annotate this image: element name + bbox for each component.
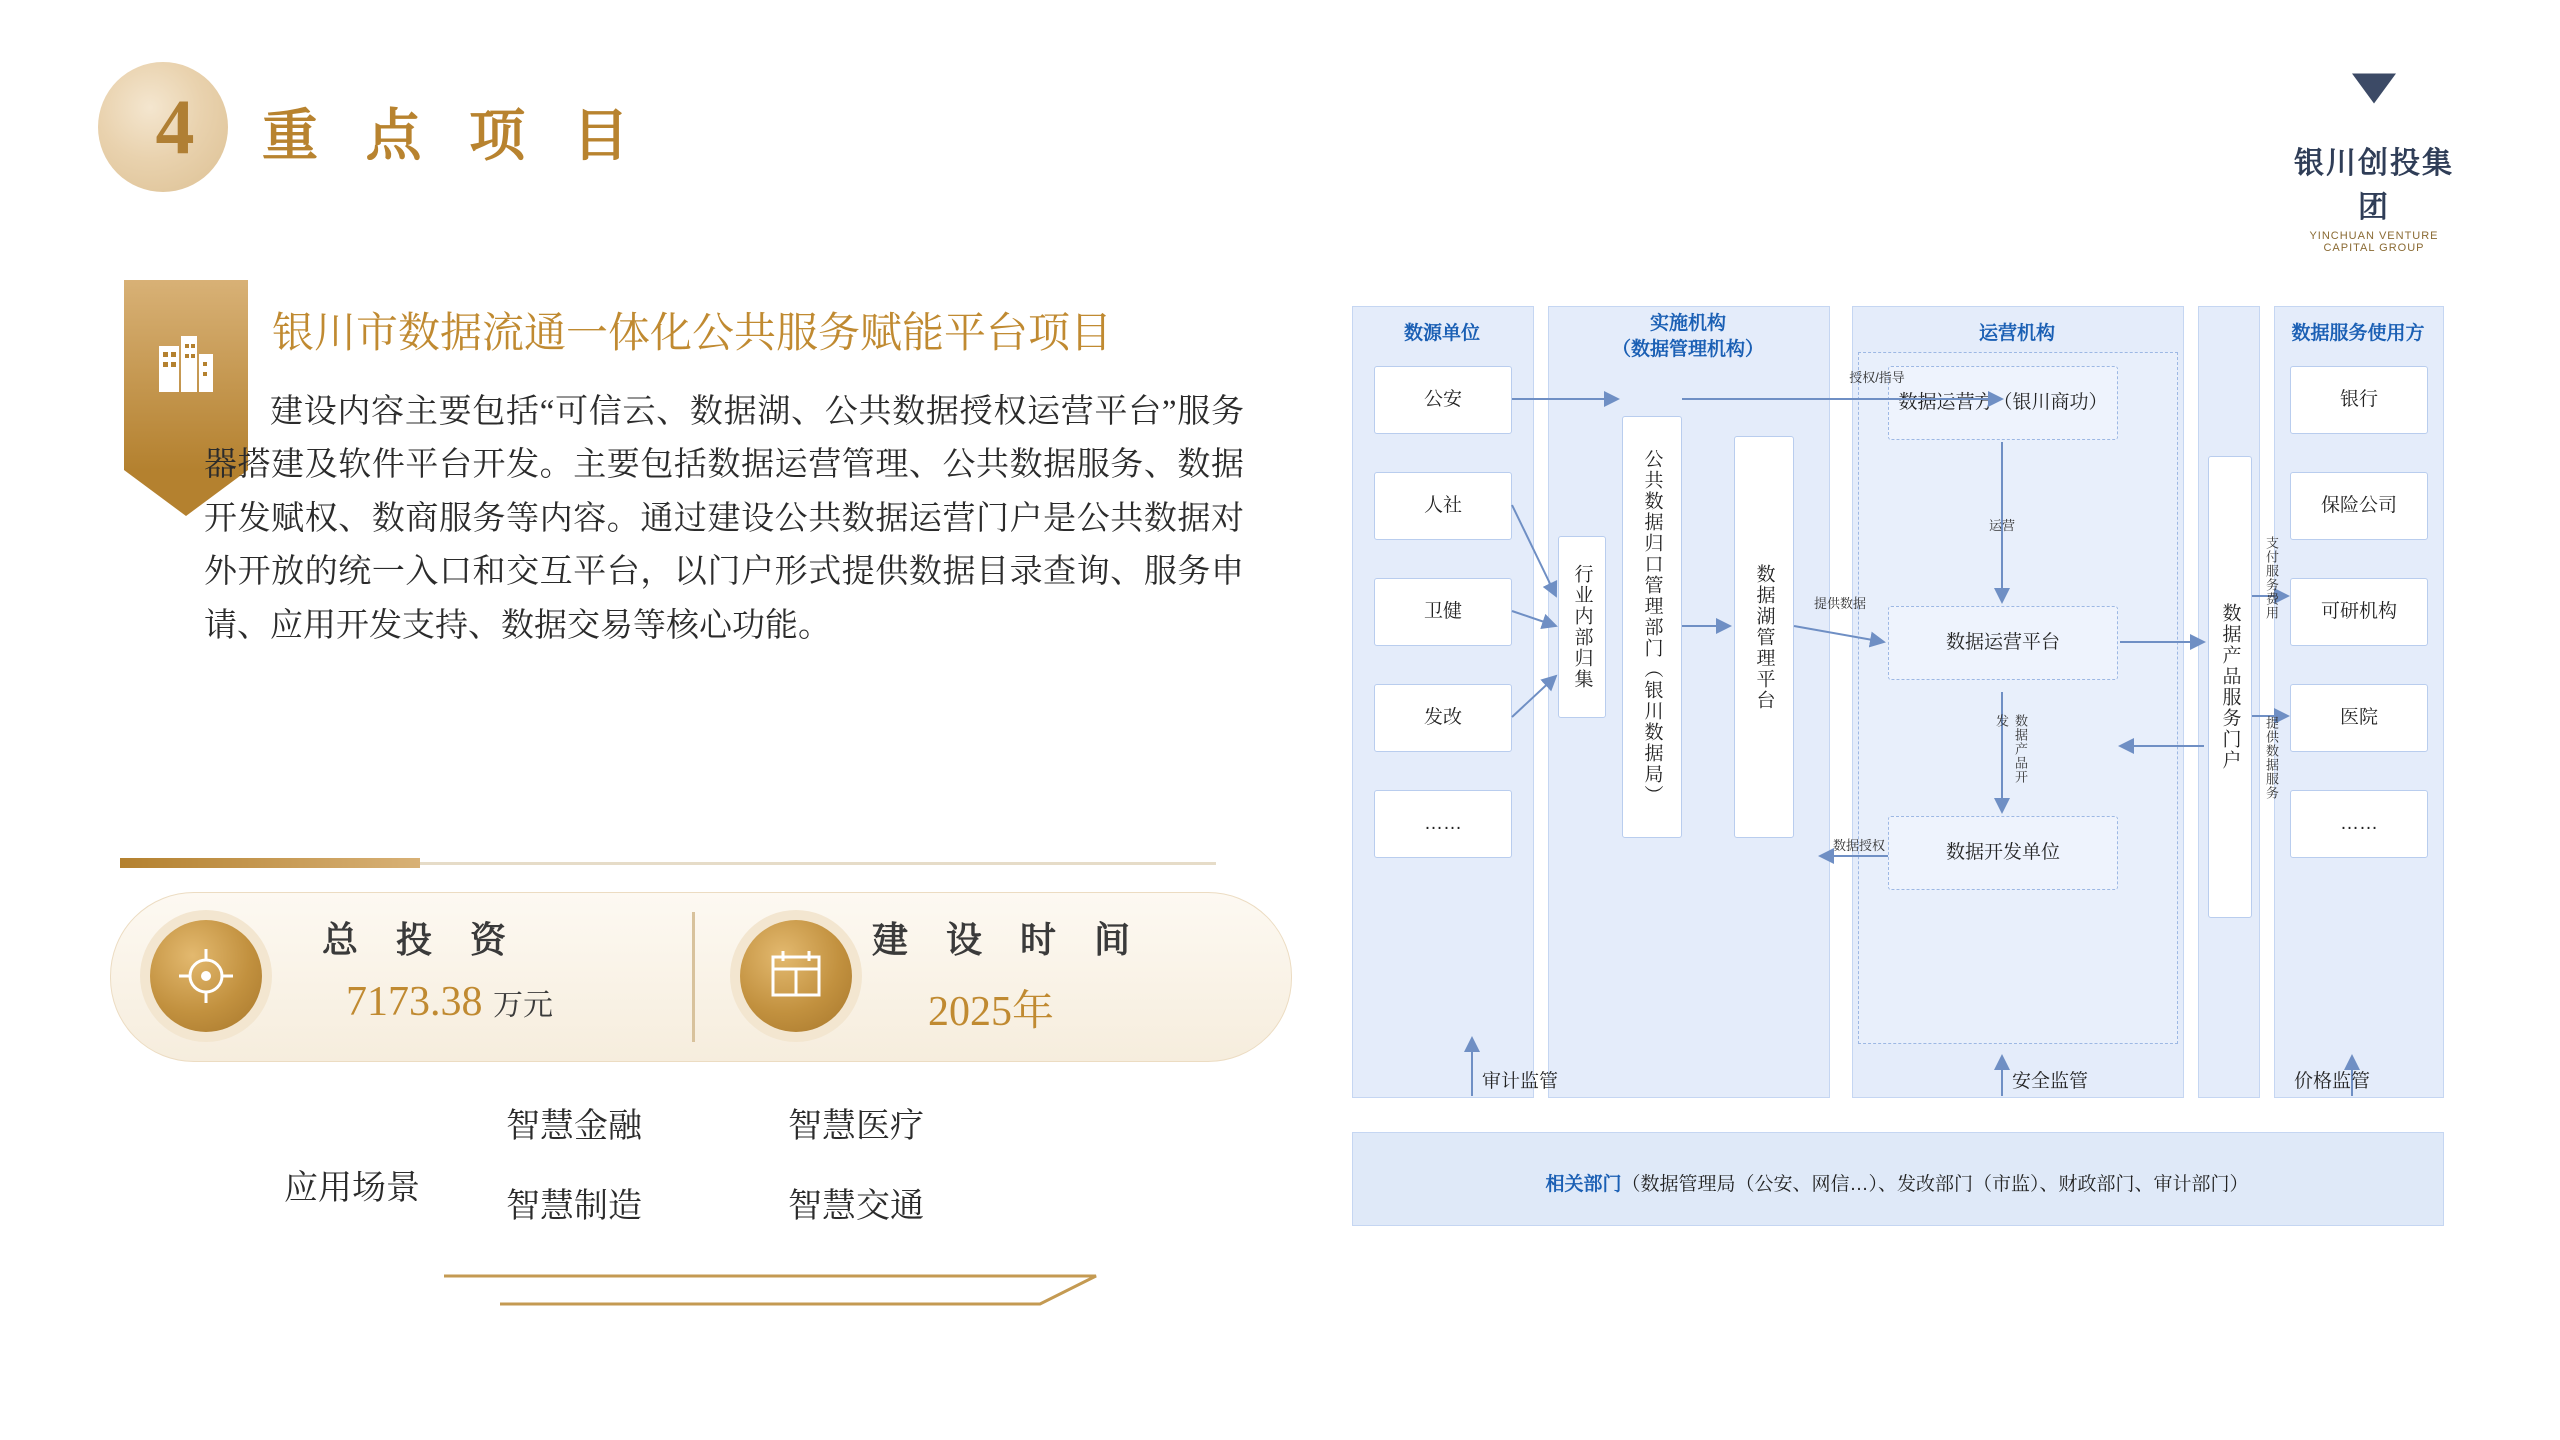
node-source-5: …… (1374, 790, 1512, 858)
column-header-impl: 实施机构 (1649, 313, 1726, 334)
edge-label-pay-fee: 支付服务费用 (2264, 536, 2279, 620)
node-source-3: 卫健 (1374, 578, 1512, 646)
shield-check-icon (2332, 48, 2416, 132)
node-data-product-portal: 数据产品服务门户 (2208, 456, 2252, 918)
section-divider-accent (120, 858, 420, 868)
scenario-item-4: 智慧交通 (788, 1188, 924, 1225)
column-header-impl-sub: （数据管理机构） (1611, 339, 1764, 360)
node-data-operator: 数据运营方（银川商功） (1888, 366, 2118, 440)
node-public-data-dept: 公共数据归口管理部门（银川数据局） (1622, 416, 1682, 838)
stats-separator (692, 912, 695, 1042)
operation-group (1858, 352, 2178, 1044)
diagram-footer-strong: 相关部门 (1545, 1174, 1622, 1195)
target-icon (177, 947, 235, 1005)
column-header-consumer: 数据服务使用方 (2291, 323, 2425, 344)
supervision-price: 价格监管 (2294, 1071, 2371, 1092)
building-icon (157, 332, 215, 394)
total-investment-value (346, 978, 553, 1026)
node-source-1: 公安 (1374, 366, 1512, 434)
edge-label-data-auth: 数据授权 (1832, 838, 1885, 853)
architecture-diagram (1352, 296, 2442, 1226)
section-number: 4 (155, 83, 195, 170)
total-investment-number: 7173.38 (346, 979, 483, 1025)
total-investment-label: 总 投 资 (322, 919, 521, 960)
node-consumer-4: 医院 (2290, 684, 2428, 752)
node-datalake-platform: 数据湖管理平台 (1734, 436, 1794, 838)
node-data-operation-platform: 数据运营平台 (1888, 606, 2118, 680)
scenario-item-1: 智慧金融 (506, 1108, 642, 1145)
build-time-value: 2025年 (928, 989, 1055, 1035)
calendar-icon (768, 948, 824, 1004)
edge-label-provide-data: 提供数据 (1813, 596, 1866, 611)
node-consumer-1: 银行 (2290, 366, 2428, 434)
edge-label-authorize: 授权/指导 (1849, 370, 1905, 385)
scenarios-label: 应用场景 (284, 1170, 420, 1207)
node-industry-collection: 行业内部归集 (1558, 536, 1606, 718)
node-consumer-3: 可研机构 (2290, 578, 2428, 646)
diagram-footer-detail: （数据管理局（公安、网信…）、发改部门（市监）、财政部门、审计部门） (1621, 1174, 2249, 1195)
node-data-developer: 数据开发单位 (1888, 816, 2118, 890)
diagram-footer-text (1352, 1169, 2442, 1196)
node-consumer-2: 保险公司 (2290, 472, 2428, 540)
column-header-source: 数源单位 (1403, 323, 1480, 344)
node-consumer-5: …… (2290, 790, 2428, 858)
scenarios-arrow (440, 1272, 1100, 1308)
logo-subtitle: YINCHUAN VENTURE CAPITAL GROUP (2309, 230, 2439, 254)
build-time-label: 建 设 时 间 (872, 919, 1145, 960)
page-title: 重 点 项 目 (262, 104, 645, 167)
total-investment-unit: 万元 (493, 989, 553, 1022)
scenario-item-3: 智慧制造 (506, 1188, 642, 1225)
project-title: 银川市数据流通一体化公共服务赋能平台项目 (272, 311, 1113, 357)
node-source-4: 发改 (1374, 684, 1512, 752)
build-time-icon (740, 920, 852, 1032)
logo-name: 银川创投集团 (2294, 147, 2454, 224)
edge-label-provide-service: 提供数据服务 (2264, 716, 2279, 800)
total-investment-icon (150, 920, 262, 1032)
supervision-security: 安全监管 (2012, 1071, 2089, 1092)
project-description: 建设内容主要包括“可信云、数据湖、公共数据授权运营平台”服务器搭建及软件平台开发。主要包括数据运营管理、公共数据服务、数据开发赋权、数商服务等内容。通过建设公共数据运营门户是公共数据对外开放的统一入口和交互平台，以门户形式提供数据目录查询、服务申请、应用开发支持、数据交易等核心功能。 (204, 394, 1244, 644)
edge-label-operate: 运营 (1988, 518, 2015, 533)
node-source-2: 人社 (1374, 472, 1512, 540)
column-header-operate: 运营机构 (1978, 323, 2055, 344)
supervision-audit: 审计监管 (1482, 1071, 1559, 1092)
company-logo (2284, 48, 2464, 254)
scenario-item-2: 智慧医疗 (788, 1108, 924, 1145)
edge-label-product-dev: 数据产品开发 (1994, 714, 2028, 784)
